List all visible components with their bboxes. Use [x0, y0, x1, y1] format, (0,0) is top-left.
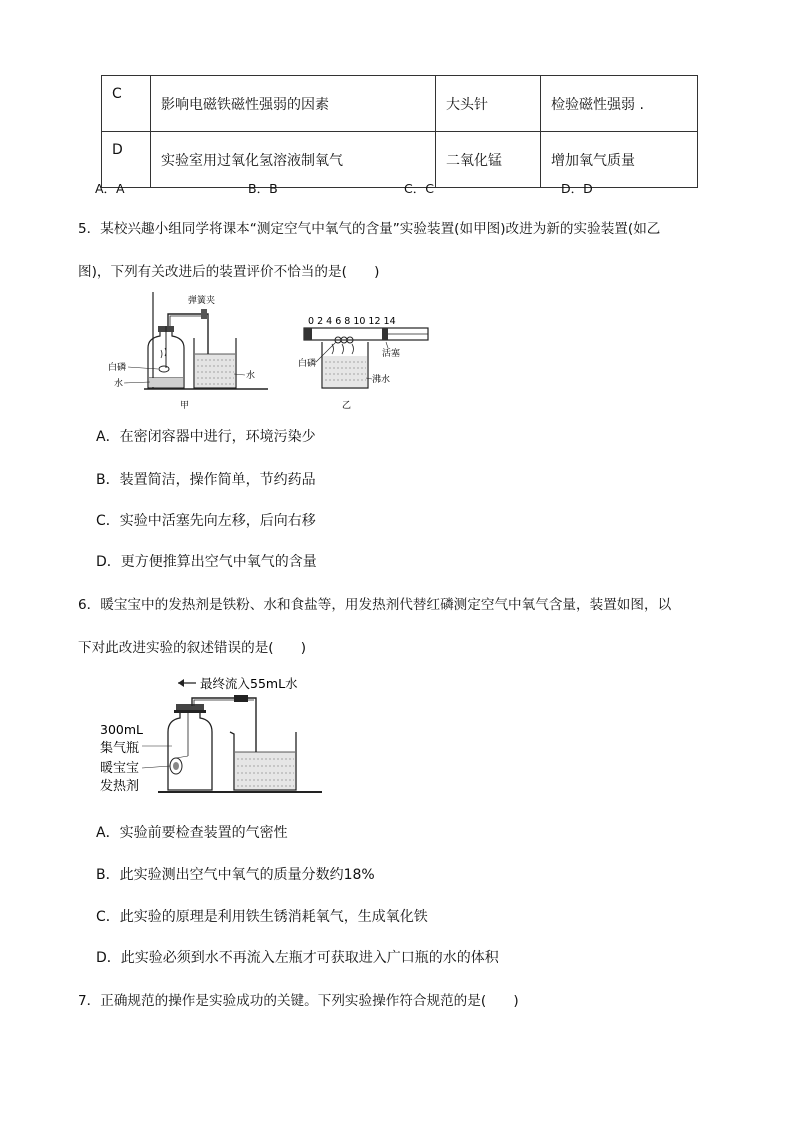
label-heating-agent: 发热剂: [100, 779, 140, 794]
label-phosphorus-yi: 白磷: [298, 359, 317, 369]
figure-q6: [96, 670, 336, 802]
q5-option-c: C．实验中活塞先向左移，后向右移: [96, 513, 316, 529]
caption-jia: 甲: [180, 401, 190, 411]
label-hand-warmer: 暖宝宝: [100, 761, 140, 776]
figure-jia: [108, 290, 280, 414]
label-gas-bottle: 集气瓶: [100, 741, 140, 756]
table-cell: 检验磁性强弱 .: [541, 76, 698, 132]
label-phosphorus: 白磷: [108, 363, 127, 373]
q6-option-c: C．此实验的原理是利用铁生锈消耗氧气，生成氧化铁: [96, 909, 428, 925]
table-row: [102, 132, 698, 188]
q5-option-b: B．装置简洁，操作简单，节约药品: [96, 472, 316, 488]
table-cell: 实验室用过氧化氢溶液制氧气: [151, 132, 436, 188]
q4-option-a: A．A: [95, 181, 125, 196]
table-cell: 大头针: [436, 76, 541, 132]
table-cell: 二氧化锰: [436, 132, 541, 188]
label-water-right: 水: [246, 371, 256, 381]
table-cell: 增加氧气质量: [541, 132, 698, 188]
q6-option-a: A．实验前要检查装置的气密性: [96, 825, 288, 841]
q4-option-c: C．C: [404, 181, 434, 196]
label-water-left: 水: [114, 379, 124, 389]
label-clip: 弹簧夹: [188, 296, 216, 306]
q4-option-d: D．D: [561, 181, 593, 196]
label-piston: 活塞: [382, 349, 401, 359]
q4-option-b: B．B: [248, 181, 278, 196]
q5-stem-line2: 图)，下列有关改进后的装置评价不恰当的是( ): [78, 264, 380, 280]
q6-option-b: B．此实验测出空气中氧气的质量分数约18%: [96, 867, 375, 883]
arrow-text: 最终流入55mL水: [200, 676, 298, 691]
figure-yi: [296, 312, 436, 414]
q5-option-a: A．在密闭容器中进行，环境污染少: [96, 429, 316, 445]
scale-label: 0 2 4 6 8 10 12 14: [308, 316, 396, 327]
q6-option-d: D．此实验必须到水不再流入左瓶才可获取进入广口瓶的水的体积: [96, 950, 499, 966]
table-cell: D: [102, 132, 151, 188]
q7-stem-line1: 7．正确规范的操作是实验成功的关键。下列实验操作符合规范的是( ): [78, 993, 519, 1009]
label-300ml: 300mL: [100, 722, 143, 737]
label-boiling-water: 沸水: [372, 375, 391, 385]
q6-stem-line1: 6．暖宝宝中的发热剂是铁粉、水和食盐等，用发热剂代替红磷测定空气中氧气含量，装置如图，以: [78, 597, 672, 613]
table-cell: C: [102, 76, 151, 132]
caption-yi: 乙: [342, 401, 352, 411]
q6-stem-line2: 下对此改进实验的叙述错误的是( ): [78, 640, 307, 656]
q5-stem-line1: 5．某校兴趣小组同学将课本“测定空气中氧气的含量”实验装置(如甲图)改进为新的实验装置(如乙: [78, 221, 661, 237]
table-cell: 影响电磁铁磁性强弱的因素: [151, 76, 436, 132]
table-row: [102, 76, 698, 132]
q5-option-d: D．更方便推算出空气中氧气的含量: [96, 554, 317, 570]
answer-table: [101, 75, 698, 188]
